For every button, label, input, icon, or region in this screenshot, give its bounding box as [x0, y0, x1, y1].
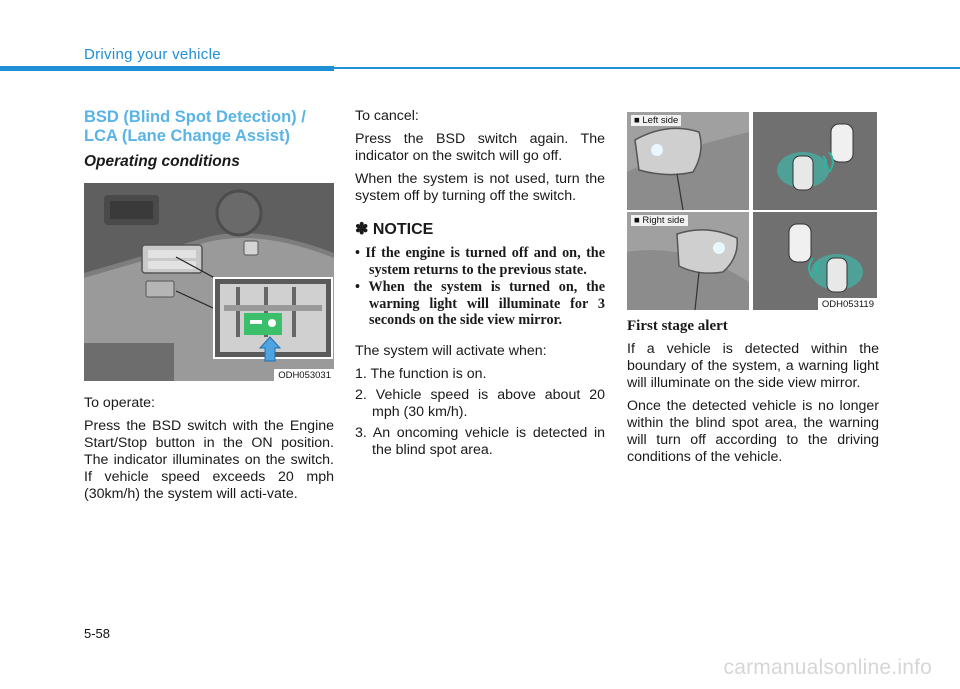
left-side-label: ■ Left side: [631, 115, 681, 126]
alert-paragraph-2: Once the detected vehicle is no longer within the blind spot area, the warning will turn off according to the driving conditions of the vehicle.: [627, 398, 879, 465]
operating-conditions-heading: Operating conditions: [84, 153, 240, 170]
left-radar-panel: [753, 112, 877, 210]
figure-label: ODH053031: [274, 369, 334, 381]
warning-light-figure: [627, 112, 877, 310]
page-number: 5-58: [84, 626, 111, 641]
header-rule: [0, 67, 960, 70]
dashboard-switch-illustration: [84, 183, 334, 381]
operate-paragraph: Press the BSD switch with the Engine Start/Stop button in the ON position. The indicator illuminates on the switch. If vehicle speed exceeds 20 mph (30km/h) the system will acti-vate.: [84, 418, 334, 502]
to-operate-heading: To operate:: [84, 395, 155, 411]
left-blind-spot-illustration: [753, 112, 877, 210]
right-mirror-panel: [627, 212, 749, 310]
right-blind-spot-illustration: [753, 212, 877, 310]
left-mirror-panel: [627, 112, 749, 210]
right-radar-panel: [753, 212, 877, 310]
section-header: Driving your vehicle: [84, 46, 221, 63]
column-2: [355, 108, 605, 463]
bsd-switch-figure: [84, 183, 334, 381]
condition-item: 3. An oncoming vehicle is detected in the blind spot area.: [355, 424, 605, 458]
section-title-line2: LCA (Lane Change Assist): [84, 127, 290, 145]
column-3: [627, 112, 879, 466]
alert-paragraph-1: If a vehicle is detected within the boundary of the system, a warning light will illuminate on the side view mirror.: [627, 341, 879, 391]
figure-label: ODH053119: [818, 298, 877, 310]
activate-intro: The system will activate when:: [355, 342, 547, 359]
watermark: carmanualsonline.info: [723, 656, 932, 679]
notice-list: [355, 245, 605, 329]
condition-item: 2. Vehicle speed is above about 20 mph (30 km/h).: [355, 386, 605, 420]
left-mirror-illustration: [627, 112, 749, 210]
condition-item: 1. The function is on.: [355, 365, 487, 382]
first-stage-alert-heading: First stage alert: [627, 318, 728, 334]
notice-item: • When the system is turned on, the warning light will illuminate for 3 seconds on the side view mirror.: [355, 279, 605, 328]
right-mirror-illustration: [627, 212, 749, 310]
column-1: [84, 108, 334, 503]
notice-heading: ✽ NOTICE: [355, 221, 434, 238]
to-cancel-heading: To cancel:: [355, 108, 419, 124]
system-unused-paragraph: When the system is not used, turn the system off by turning off the switch.: [355, 171, 605, 204]
cancel-paragraph: Press the BSD switch again. The indicator on the switch will go off.: [355, 131, 605, 164]
section-title-line1: BSD (Blind Spot Detection) /: [84, 108, 306, 126]
activation-conditions-list: [355, 366, 605, 459]
notice-item: • If the engine is turned off and on, the system returns to the previous state.: [355, 245, 605, 278]
right-side-label: ■ Right side: [631, 215, 688, 226]
